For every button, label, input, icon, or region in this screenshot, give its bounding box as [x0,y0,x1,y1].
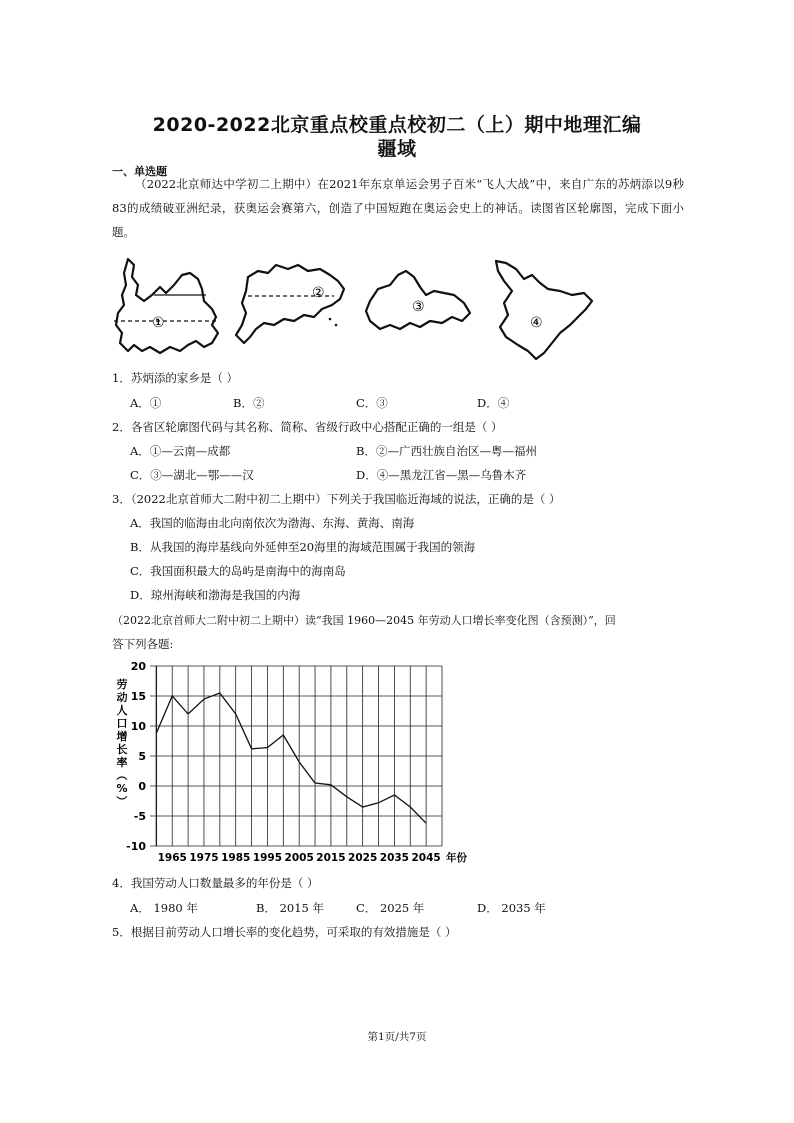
chart-x-ticks [158,851,468,864]
chart-y-ticks [126,660,146,853]
province-map-4 [496,261,592,359]
x-tick-label: 2005 [284,852,314,864]
y-label-char: 动 [116,691,128,704]
province-map-1-label: ① [152,315,165,331]
intro-2-line-1: （2022北京首师大二附中初二上期中）读“我国 1960—2045 年劳动人口增长率变化图（含预测）”，回 [112,614,616,627]
province-map-4-label: ④ [530,315,543,331]
chart-series-line [156,693,426,823]
question-4-option-a: A． 1980 年 [130,901,198,915]
question-4-option-b: B． 2015 年 [256,901,325,915]
question-3-option-b: B．从我国的海岸基线向外延伸至20海里的海域范围属于我国的领海 [130,540,476,554]
question-2-option-b: B．②—广西壮族自治区—粤—福州 [356,444,537,458]
x-tick-label: 2035 [379,852,410,864]
y-tick-label: -10 [126,840,146,853]
question-2-option-a: A．①—云南—成都 [130,444,231,458]
y-label-char: % [116,782,128,795]
question-4-stem: 4．我国劳动人口数量最多的年份是（ ） [112,876,319,890]
y-label-char: 长 [116,743,128,756]
y-label-char: 率 [116,756,128,769]
intro-2-line-2: 答下列各题: [112,637,174,651]
section-heading: 一、单选题 [112,165,167,178]
question-1-option-c: C．③ [356,396,388,410]
y-tick-label: 0 [138,780,146,793]
x-tick-label: 2045 [411,852,441,864]
y-tick-label: -5 [133,810,146,823]
y-label-char: 口 [116,717,128,730]
y-label-char: ） [115,795,128,807]
question-3-option-d: D．琼州海峡和渤海是我国的内海 [130,588,301,602]
y-tick-label: 20 [130,660,146,673]
province-map-2 [236,265,344,343]
question-2-option-c: C．③—湖北—鄂——汉 [130,468,254,482]
y-tick-label: 10 [130,720,146,733]
page-footer: 第1页/共7页 [367,1031,427,1043]
province-map-2-label: ② [312,285,325,301]
question-2-stem: 2．各省区轮廓图代码与其名称、简称、省级行政中心搭配正确的一组是（ ） [112,420,503,434]
x-tick-label: 1965 [157,852,187,864]
page-subtitle: 疆域 [377,138,417,160]
province-map-3-label: ③ [412,299,425,315]
x-tick-label: 1985 [221,852,251,864]
x-axis-unit-label: 年份 [446,852,467,864]
question-1-option-b: B．② [233,396,265,410]
question-4-option-c: C． 2025 年 [356,901,425,915]
province-outline-maps [108,255,608,365]
x-tick-label: 2015 [316,852,346,864]
question-1-stem: 1．苏炳添的家乡是（ ） [112,371,238,385]
x-tick-label: 1975 [189,852,219,864]
y-label-char: 增 [116,730,128,743]
province-map-1 [114,259,218,353]
question-5-stem: 5．根据目前劳动人口增长率的变化趋势，可采取的有效措施是（ ） [112,925,457,939]
question-4-option-d: D． 2035 年 [477,901,546,915]
question-1-option-d: D．④ [477,396,510,410]
question-3-option-c: C．我国面积最大的岛屿是南海中的海南岛 [130,564,346,578]
labor-growth-chart [112,658,472,868]
x-tick-label: 1995 [252,852,283,864]
y-label-char: （ [115,769,128,781]
y-label-char: 劳 [116,678,128,691]
x-tick-label: 2025 [348,852,378,864]
y-tick-label: 5 [138,750,146,763]
page-title: 2020-2022北京重点校重点校初二（上）期中地理汇编 [152,114,642,136]
y-label-char: 人 [116,704,128,717]
question-2-option-d: D．④—黑龙江省—黑—乌鲁木齐 [356,468,527,482]
chart-y-axis-label [115,677,128,807]
question-1-option-a: A．① [130,396,162,410]
question-3-stem: 3．（2022北京首师大二附中初二上期中）下列关于我国临近海域的说法，正确的是（ ） [112,492,561,506]
question-3-option-a: A．我国的临海由北向南依次为渤海、东海、黄海、南海 [130,516,415,530]
y-tick-label: 15 [130,690,146,703]
intro-paragraph: （2022北京师达中学初二上期中）在2021年东京单运会男子百米“飞人大战”中，来自广东的苏炳添以9秒83的成绩破亚洲纪录，获奥运会赛第六，创造了中国短跑在奥运会史上的神话。读图省区轮廓图，完成下面小题。 [112,177,684,239]
